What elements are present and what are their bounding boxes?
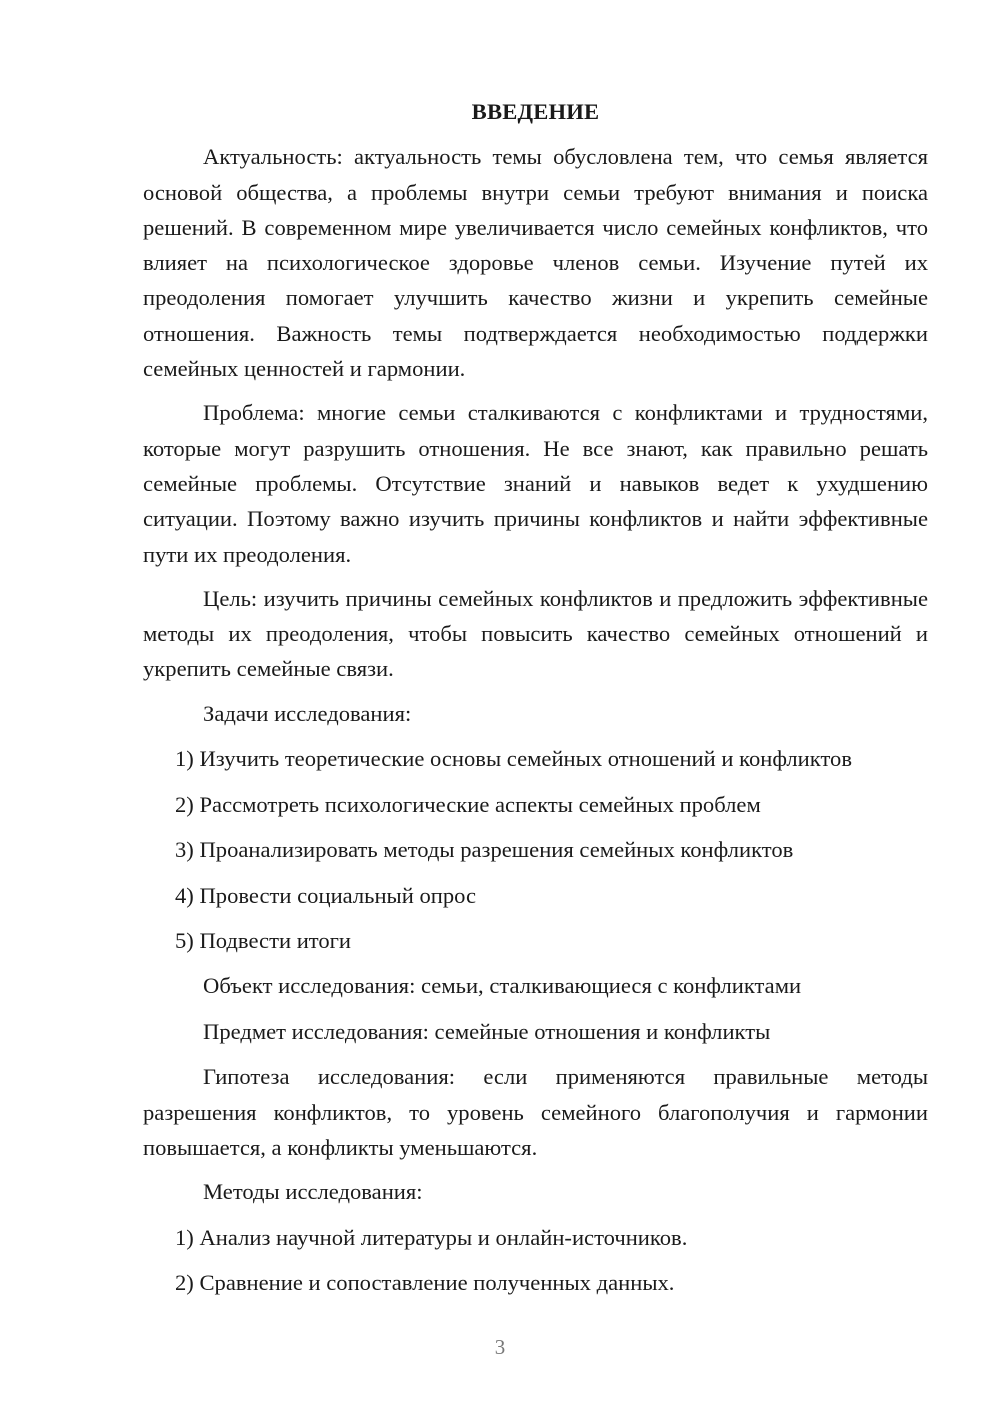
task-item: 5) Подвести итоги — [175, 927, 352, 953]
tasks-list — [143, 741, 928, 958]
page-number: 3 — [494, 1335, 506, 1359]
methods-heading: Методы исследования: — [203, 1179, 423, 1205]
relevance-paragraph: Актуальность: актуальность темы обусловлена тем, что семья является основой общества, а проблемы внутри семьи требуют внимания и поиска решений. В современном мире увеличивается число семейных конфликтов, что влияет на психологическое здоровье членов семьи. Изучение путей их преодоления помогает улучшить качество жизни и укрепить семейные отношения. Важность темы подтверждается необходимостью поддержки семейных ценностей и гармонии. — [143, 144, 928, 382]
methods-list — [143, 1220, 928, 1301]
problem-paragraph: Проблема: многие семьи сталкиваются с конфликтами и трудностями, которые могут разрушить отношения. Не все знают, как правильно решать семейные проблемы. Отсутствие знаний и навыков ведет к ухудшению ситуации. Поэтому важно изучить причины конфликтов и найти эффективные пути их преодоления. — [143, 400, 928, 567]
hypothesis-paragraph: Гипотеза исследования: если применяются правильные методы разрешения конфликтов, то уровень семейного благополучия и гармонии повышается, а конфликты уменьшаются. — [143, 1064, 928, 1161]
page-content — [143, 94, 928, 1311]
method-item: 2) Сравнение и сопоставление полученных данных. — [175, 1270, 675, 1296]
task-item: 3) Проанализировать методы разрешения семейных конфликтов — [175, 837, 794, 863]
goal-paragraph: Цель: изучить причины семейных конфликтов и предложить эффективные методы их преодоления, чтобы повысить качество семейных отношений и укрепить семейные связи. — [143, 585, 928, 682]
task-item: 1) Изучить теоретические основы семейных отношений и конфликтов — [175, 746, 852, 772]
task-item: 4) Провести социальный опрос — [175, 882, 477, 908]
research-object: Объект исследования: семьи, сталкивающиеся с конфликтами — [203, 973, 802, 999]
tasks-heading: Задачи исследования: — [203, 700, 412, 726]
task-item: 2) Рассмотреть психологические аспекты семейных проблем — [175, 791, 761, 817]
method-item: 1) Анализ научной литературы и онлайн-источников. — [175, 1224, 688, 1250]
section-title: ВВЕДЕНИЕ — [471, 99, 600, 124]
research-subject: Предмет исследования: семейные отношения и конфликты — [203, 1018, 771, 1044]
